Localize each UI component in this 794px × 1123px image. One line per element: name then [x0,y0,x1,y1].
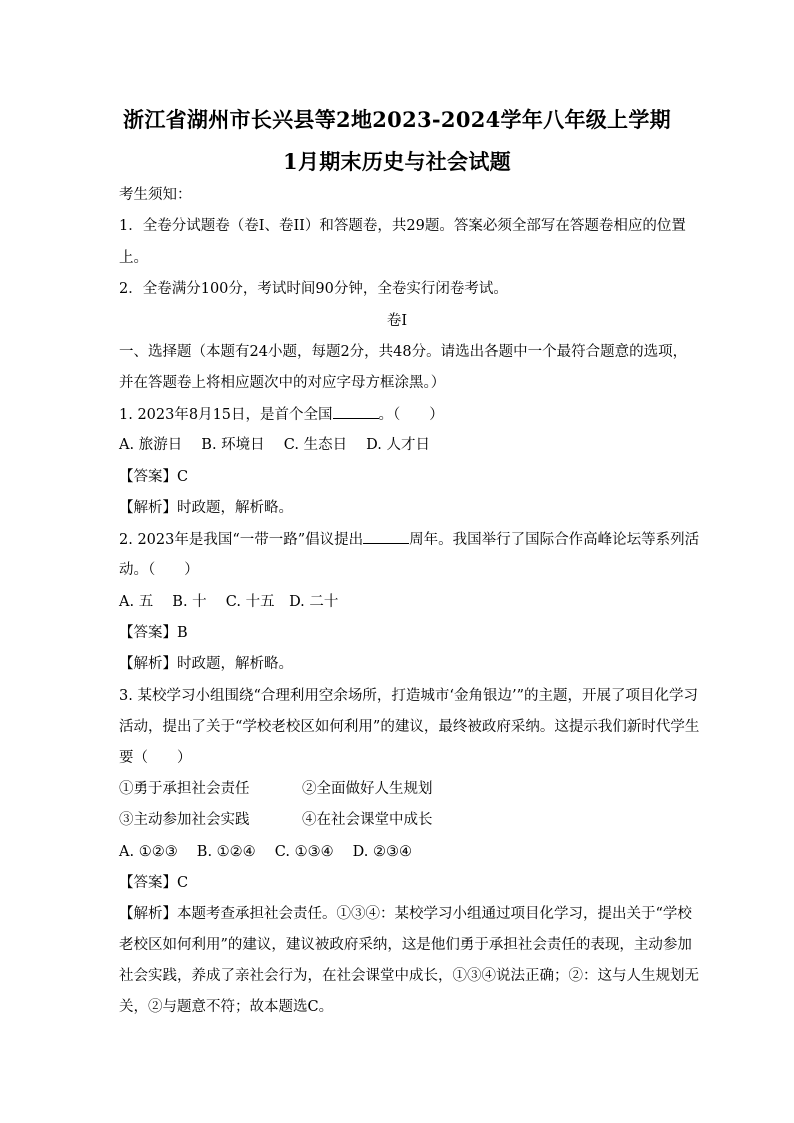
question-2-stem-cont: 动。（ ） [119,562,199,578]
statement-3: ③主动参加社会实践 [119,812,250,828]
notice-item-1-cont: 上。 [119,250,148,266]
question-3-analysis-cont-3: 关，②与题意不符；故本题选C。 [119,999,334,1015]
notice-item-2: 2．全卷满分100分，考试时间90分钟，全卷实行闭卷考试。 [119,281,508,297]
question-1-stem-post: 。（ ） [378,407,444,423]
question-2-analysis: 【解析】时政题，解析略。 [119,656,293,672]
question-3-analysis-cont-1: 老校区如何利用”的建议，建议被政府采纳，这是他们勇于承担社会责任的表现，主动参加 [119,937,692,953]
question-1-stem [119,404,689,425]
question-2-options: A. 五 B. 十 C. 十五 D. 二十 [119,594,339,610]
question-3-analysis: 【解析】本题考查承担社会责任。①③④：某校学习小组通过项目化学习，提出关于“学校 [119,906,692,922]
question-2-stem-post: 周年。我国举行了国际合作高峰论坛等系列活 [409,532,700,548]
section-intro-cont: 并在答题卷上将相应题次中的对应字母方框涂黑。） [119,375,446,391]
question-1-answer: 【答案】C [119,469,189,485]
question-3-stem-cont: 活动，提出了关于“学校老校区如何利用”的建议，最终被政府采纳。这提示我们新时代学生 [119,719,700,735]
document-title-line2: 1月期末历史与社会试题 [283,149,511,174]
question-1-stem-pre: 1. 2023年8月15日，是首个全国 [119,407,333,423]
statement-4: ④在社会课堂中成长 [302,812,433,828]
notice-heading: 考生须知： [119,187,192,203]
question-3-stem-end: 要（ ） [119,750,192,766]
question-1-options: A. 旅游日 B. 环境日 C. 生态日 D. 人才日 [119,437,431,453]
question-1-analysis: 【解析】时政题，解析略。 [119,500,293,516]
question-3-answer: 【答案】C [119,875,189,891]
answer-blank [363,529,409,544]
volume-heading: 卷I [386,313,408,329]
notice-item-1: 1．全卷分试题卷（卷I、卷II）和答题卷，共29题。答案必须全部写在答题卷相应的位置 [119,218,686,234]
statement-1: ①勇于承担社会责任 [119,781,250,797]
question-2-stem [119,529,700,550]
question-3-stem: 3. 某校学习小组围绕“合理利用空余场所，打造城市‘金角银边’”的主题，开展了项目化学习 [119,688,698,704]
question-2-answer: 【答案】B [119,625,188,641]
statement-2: ②全面做好人生规划 [302,781,433,797]
question-3-sub-row-1 [119,779,689,799]
question-3-options: A. ①②③ B. ①②④ C. ①③④ D. ②③④ [119,844,413,860]
document-title-line1: 浙江省湖州市长兴县等2地2023-2024学年八年级上学期 [123,107,671,132]
question-2-stem-pre: 2. 2023年是我国“一带一路”倡议提出 [119,532,364,548]
section-intro: 一、选择题（本题有24小题，每题2分，共48分。请选出各题中一个最符合题意的选项， [119,344,688,360]
question-3-sub-row-2 [119,810,689,830]
question-3-analysis-cont-2: 社会实践，养成了亲社会行为，在社会课堂中成长，①③④说法正确；②：这与人生规划无 [119,968,699,984]
answer-blank [333,404,379,419]
